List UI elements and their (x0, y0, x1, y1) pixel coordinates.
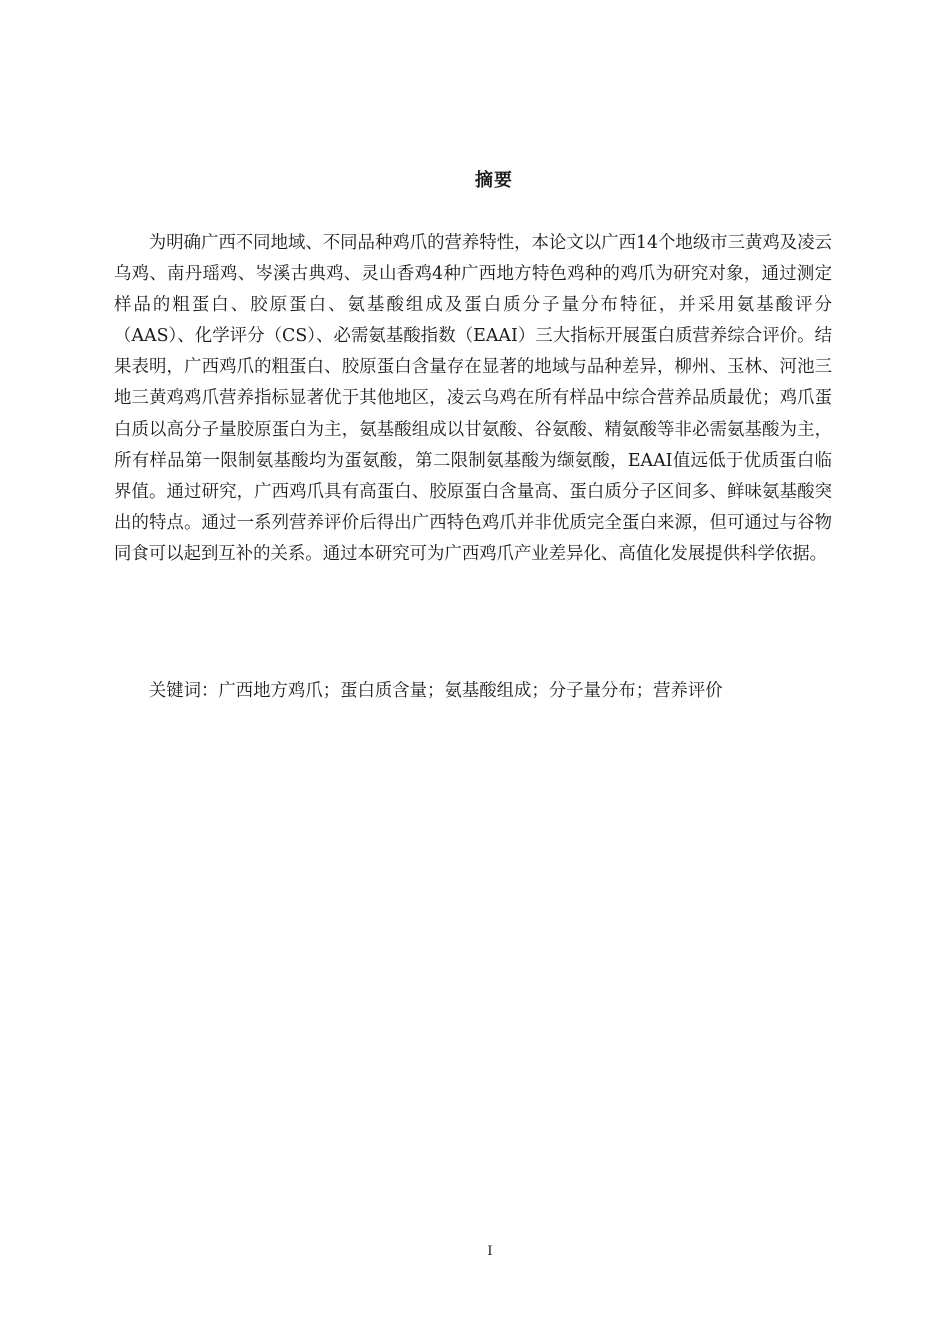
abstract-title: 摘要 (475, 170, 513, 191)
abstract-body: 为明确广西不同地域、不同品种鸡爪的营养特性，本论文以广西14个地级市三黄鸡及凌云乌鸡、南丹瑶鸡、岑溪古典鸡、灵山香鸡4种广西地方特色鸡种的鸡爪为研究对象，通过测定样品的粗蛋白、胶原蛋白、氨基酸组成及蛋白质分子量分布特征，并采用氨基酸评分（AAS）、化学评分（CS）、必需氨基酸指数（EAAI）三大指标开展蛋白质营养综合评价。结果表明，广西鸡爪的粗蛋白、胶原蛋白含量存在显著的地域与品种差异，柳州、玉林、河池三地三黄鸡鸡爪营养指标显著优于其他地区，凌云乌鸡在所有样品中综合营养品质最优；鸡爪蛋白质以高分子量胶原蛋白为主，氨基酸组成以甘氨酸、谷氨酸、精氨酸等非必需氨基酸为主，所有样品第一限制氨基酸均为蛋氨酸，第二限制氨基酸为缬氨酸，EAAI值远低于优质蛋白临界值。通过研究，广西鸡爪具有高蛋白、胶原蛋白含量高、蛋白质分子区间多、鲜味氨基酸突出的特点。通过一系列营养评价后得出广西特色鸡爪并非优质完全蛋白来源，但可通过与谷物同食可以起到互补的关系。通过本研究可为广西鸡爪产业差异化、高值化发展提供科学依据。 (114, 233, 832, 564)
page-number: I (487, 1244, 493, 1259)
keywords-line: 关键词：广西地方鸡爪；蛋白质含量；氨基酸组成；分子量分布；营养评价 (148, 681, 723, 701)
